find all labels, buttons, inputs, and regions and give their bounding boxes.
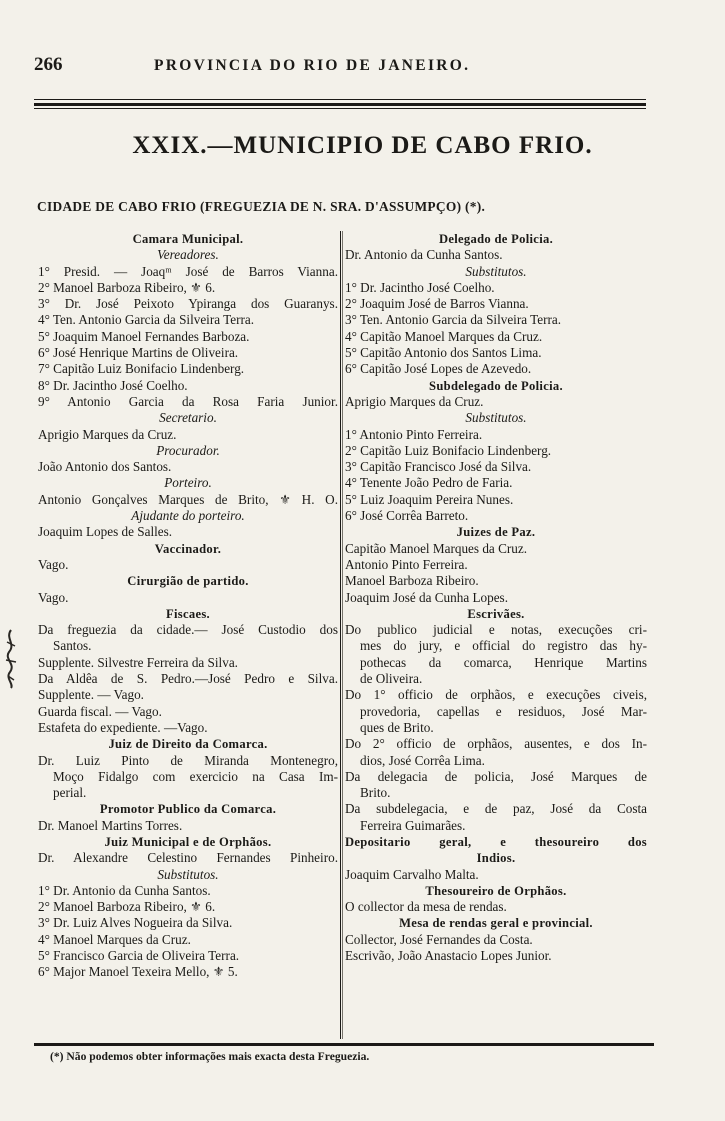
right-line-15: 3° Capitão Francisco José da Silva. [345, 459, 532, 475]
right-line-20: Capitão Manoel Marques da Cruz. [345, 540, 528, 556]
right-line-38: Depositario geral, e thesoureiro dos [345, 834, 647, 849]
left-line-37: Dr. Manoel Martins Torres. [38, 817, 183, 833]
header-rule-thin-2 [34, 108, 646, 109]
right-line-11: Aprigio Marques da Cruz. [345, 393, 484, 409]
right-line-35: Brito. [360, 785, 391, 801]
right-line-22: Manoel Barboza Ribeiro. [345, 573, 479, 589]
section-title: XXIX.—MUNICIPIO DE CABO FRIO. [132, 132, 593, 159]
left-line-35: perial. [53, 785, 87, 801]
right-line-7: 4° Capitão Manoel Marques da Cruz. [345, 328, 543, 344]
right-line-32: Do 2° officio de orphãos, ausentes, e dos In- [345, 736, 647, 752]
left-line-12: Secretario. [159, 410, 217, 426]
right-line-42: O collector da mesa de rendas. [345, 899, 507, 915]
left-line-15: João Antonio dos Santos. [38, 459, 172, 475]
left-line-9: 7° Capitão Luiz Bonifacio Lindenberg. [38, 361, 245, 377]
left-line-38: Juiz Municipal e de Orphãos. [104, 834, 272, 849]
left-line-42: 2° Manoel Barboza Ribeiro, ⚜ 6. [38, 899, 216, 915]
page-header [34, 52, 650, 82]
page-number: 266 [34, 54, 63, 75]
left-line-16: Porteiro. [164, 475, 212, 491]
left-line-14: Procurador. [156, 442, 220, 458]
right-line-1: Delegado de Policia. [438, 232, 554, 246]
column-divider-inner [342, 231, 343, 1039]
left-line-40: Substitutos. [157, 866, 219, 882]
right-line-29: Do 1° officio de orphãos, e execuções civeis, [345, 687, 647, 703]
right-line-40: Joaquim Carvalho Malta. [345, 866, 479, 882]
left-line-23: Vago. [38, 589, 69, 605]
left-line-17: Antonio Gonçalves Marques de Brito, ⚜ H. O. [38, 491, 338, 507]
right-line-44: Collector, José Fernandes da Costa. [345, 931, 533, 947]
right-line-43: Mesa de rendas geral e provincial. [399, 916, 593, 931]
right-line-34: Da delegacia de policia, José Marques de [345, 768, 647, 784]
left-line-30: Guarda fiscal. — Vago. [38, 703, 162, 719]
right-column [345, 231, 647, 964]
right-line-28: de Oliveira. [360, 671, 423, 687]
left-line-36: Promotor Publico da Comarca. [99, 802, 277, 817]
right-line-2: Dr. Antonio da Cunha Santos. [345, 247, 503, 263]
left-line-43: 3° Dr. Luiz Alves Nogueira da Silva. [38, 915, 233, 931]
left-line-44: 4° Manoel Marques da Cruz. [38, 931, 191, 947]
left-line-46: 6° Major Manoel Texeira Mello, ⚜ 5. [38, 964, 238, 980]
left-line-18: Ajudante do porteiro. [131, 508, 245, 524]
left-line-19: Joaquim Lopes de Salles. [38, 524, 173, 540]
right-line-6: 3° Ten. Antonio Garcia da Silveira Terra. [345, 312, 562, 328]
right-line-3: Substitutos. [465, 263, 527, 279]
right-line-12: Substitutos. [465, 410, 527, 426]
right-line-25: Do publico judicial e notas, execuções cri- [345, 622, 647, 638]
header-rule-thin [34, 99, 646, 100]
right-line-21: Antonio Pinto Ferreira. [345, 556, 468, 572]
left-line-26: Santos. [53, 638, 92, 654]
right-line-14: 2° Capitão Luiz Bonifacio Lindenberg. [345, 442, 552, 458]
right-line-37: Ferreira Guimarães. [360, 817, 466, 833]
left-line-20: Vaccinador. [154, 541, 222, 556]
right-line-24: Escrivães. [467, 606, 525, 621]
right-line-8: 5° Capitão Antonio dos Santos Lima. [345, 345, 542, 361]
right-line-23: Joaquim José da Cunha Lopes. [345, 589, 508, 605]
bottom-rule [34, 1043, 654, 1046]
left-line-24: Fiscaes. [165, 606, 211, 621]
left-line-1: Camara Municipal. [132, 232, 244, 246]
right-line-39: Indios. [476, 851, 516, 866]
left-line-27: Supplente. Silvestre Ferreira da Silva. [38, 654, 238, 670]
left-column [38, 231, 338, 981]
left-line-4: 2° Manoel Barboza Ribeiro, ⚜ 6. [38, 279, 216, 295]
right-line-27: pothecas da comarca, Henrique Martins [360, 654, 647, 670]
left-line-5: 3° Dr. José Peixoto Ypiranga dos Guaranys. [38, 296, 338, 312]
right-line-36: Da subdelegacia, e de paz, José da Costa [345, 801, 647, 817]
right-line-18: 6° José Corrêa Barreto. [345, 508, 469, 524]
left-line-6: 4° Ten. Antonio Garcia da Silveira Terra. [38, 312, 255, 328]
right-line-31: ques de Brito. [360, 719, 434, 735]
left-line-8: 6° José Henrique Martins de Oliveira. [38, 345, 239, 361]
left-line-13: Aprigio Marques da Cruz. [38, 426, 177, 442]
running-title: PROVINCIA DO RIO DE JANEIRO. [154, 57, 471, 74]
right-line-9: 6° Capitão José Lopes de Azevedo. [345, 361, 532, 377]
left-line-39: Dr. Alexandre Celestino Fernandes Pinheiro. [38, 850, 338, 866]
left-line-32: Juiz de Direito da Comarca. [108, 737, 268, 752]
right-line-33: dios, José Corrêa Lima. [360, 752, 485, 768]
right-line-26: mes do jury, e official do registro das hy- [360, 638, 647, 654]
right-line-41: Thesoureiro de Orphãos. [425, 883, 567, 898]
header-rule-thick [34, 103, 646, 106]
right-line-19: Juizes de Paz. [456, 525, 536, 540]
left-line-3: 1° Presid. — Joaqᵐ José de Barros Vianna. [38, 263, 338, 279]
left-line-25: Da freguezia da cidade.— José Custodio dos [38, 622, 338, 638]
right-line-30: provedoria, capellas e residuos, José Mar- [360, 703, 647, 719]
left-line-28: Da Aldêa de S. Pedro.—José Pedro e Silva. [38, 671, 338, 687]
left-line-21: Vago. [38, 556, 69, 572]
right-line-16: 4° Tenente João Pedro de Faria. [345, 475, 513, 491]
left-line-31: Estafeta do expediente. —Vago. [38, 719, 208, 735]
right-line-45: Escrivão, João Anastacio Lopes Junior. [345, 948, 552, 964]
right-line-5: 2° Joaquim José de Barros Vianna. [345, 296, 529, 312]
right-line-4: 1° Dr. Jacintho José Coelho. [345, 279, 495, 295]
column-divider [340, 231, 341, 1039]
section-subtitle: CIDADE DE CABO FRIO (FREGUEZIA DE N. SRA. D'ASSUMPÇO) (*). [37, 199, 486, 214]
left-line-22: Cirurgião de partido. [127, 574, 249, 589]
left-line-7: 5° Joaquim Manoel Fernandes Barboza. [38, 328, 250, 344]
left-line-10: 8° Dr. Jacintho José Coelho. [38, 377, 188, 393]
left-line-41: 1° Dr. Antonio da Cunha Santos. [38, 882, 211, 898]
left-line-2: Vereadores. [157, 247, 219, 263]
left-line-29: Supplente. — Vago. [38, 687, 144, 703]
margin-ornament-icon [2, 628, 20, 690]
right-line-13: 1° Antonio Pinto Ferreira. [345, 426, 483, 442]
left-line-33: Dr. Luiz Pinto de Miranda Montenegro, [38, 752, 338, 768]
right-line-10: Subdelegado de Policia. [429, 378, 563, 393]
left-line-11: 9° Antonio Garcia da Rosa Faria Junior. [38, 393, 338, 409]
right-line-17: 5° Luiz Joaquim Pereira Nunes. [345, 491, 514, 507]
footnote: (*) Não podemos obter informações mais exacta desta Freguezia. [50, 1050, 370, 1063]
left-line-34: Moço Fidalgo com exercicio na Casa Im- [53, 768, 338, 784]
left-line-45: 5° Francisco Garcia de Oliveira Terra. [38, 948, 240, 964]
